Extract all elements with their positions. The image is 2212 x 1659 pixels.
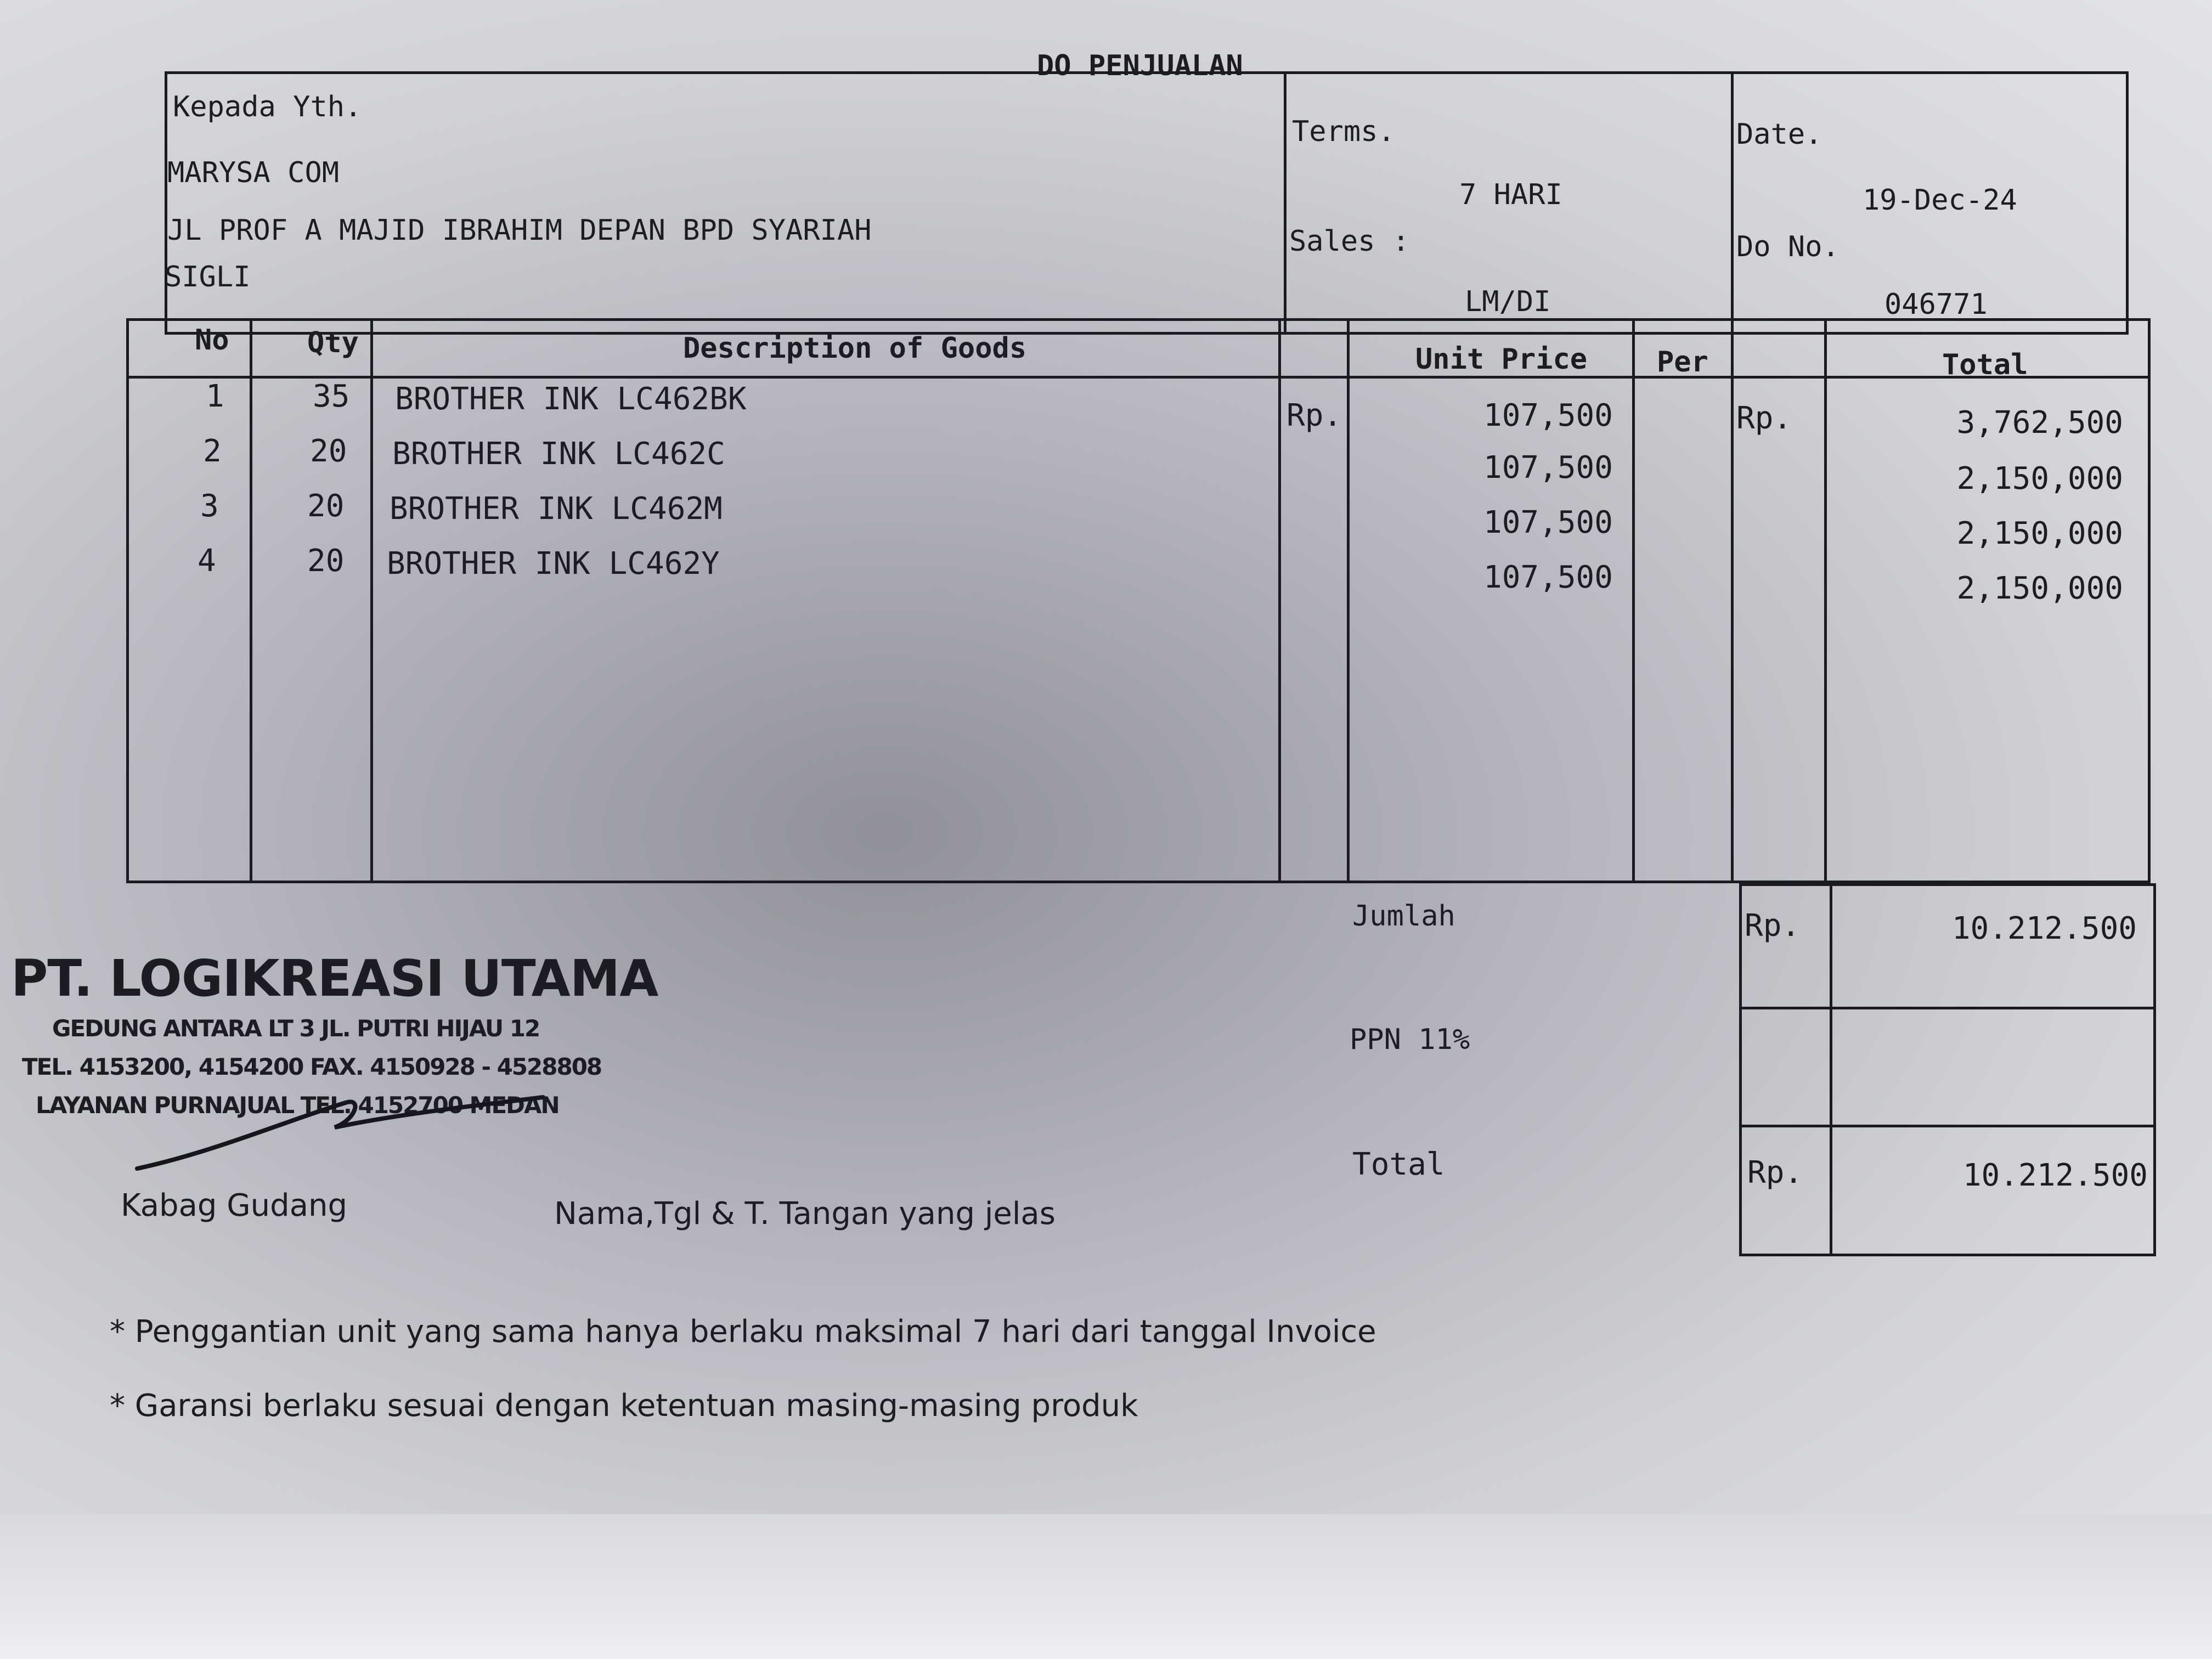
- item-qty: 20: [307, 488, 345, 524]
- do-number-label: Do No.: [1736, 230, 1839, 263]
- col-header-no: No: [195, 324, 229, 357]
- jumlah-currency: Rp.: [1745, 908, 1801, 944]
- col-header-unit-price: Unit Price: [1415, 343, 1588, 376]
- item-total: 2,150,000: [1956, 516, 2123, 551]
- col-header-qty: Qty: [307, 326, 359, 359]
- item-total: 2,150,000: [1956, 571, 2123, 606]
- sales-value: LM/DI: [1465, 285, 1551, 318]
- item-unit-price: 107,500: [1483, 450, 1613, 486]
- item-qty: 35: [313, 379, 350, 414]
- col-header-total: Total: [1942, 348, 2028, 381]
- item-total: 2,150,000: [1956, 461, 2123, 496]
- terms-value: 7 HARI: [1459, 178, 1562, 211]
- col-divider-desc: [1278, 318, 1281, 883]
- item-unit-price: 107,500: [1483, 505, 1613, 540]
- item-qty: 20: [307, 543, 345, 579]
- item-description: BROTHER INK LC462Y: [387, 546, 720, 582]
- desk-background: [0, 1514, 2212, 1659]
- header-divider-1: [1284, 71, 1286, 335]
- customer-city: SIGLI: [165, 261, 251, 294]
- col-header-description: Description of Goods: [683, 332, 1027, 365]
- total-label: Total: [1352, 1147, 1445, 1182]
- company-address: GEDUNG ANTARA LT 3 JL. PUTRI HIJAU 12: [52, 1015, 540, 1042]
- do-number-value: 046771: [1884, 288, 1988, 321]
- jumlah-label: Jumlah: [1352, 900, 1455, 933]
- customer-name: MARYSA COM: [167, 156, 340, 189]
- company-service: LAYANAN PURNAJUAL TEL. 4152700 MEDAN: [36, 1092, 559, 1119]
- col-divider-per: [1731, 318, 1734, 883]
- summary-divider-1: [1739, 1007, 2156, 1009]
- signature-label-left: Kabag Gudang: [121, 1188, 348, 1223]
- col-divider-rp2: [1824, 318, 1827, 883]
- recipient-label: Kepada Yth.: [173, 91, 362, 123]
- jumlah-value: 10.212.500: [1951, 911, 2137, 946]
- item-description: BROTHER INK LC462BK: [395, 381, 747, 417]
- unit-price-currency: Rp.: [1286, 398, 1342, 433]
- summary-divider-2: [1739, 1125, 2156, 1127]
- item-description: BROTHER INK LC462C: [392, 436, 725, 472]
- terms-label: Terms.: [1292, 115, 1395, 148]
- grand-total-value: 10.212.500: [1962, 1158, 2148, 1193]
- col-divider-rp1: [1347, 318, 1350, 883]
- signature-label-center: Nama,Tgl & T. Tangan yang jelas: [554, 1196, 1056, 1232]
- header-box: [165, 71, 2129, 335]
- note-replacement: * Penggantian unit yang sama hanya berlaku maksimal 7 hari dari tanggal Invoice: [110, 1314, 1376, 1350]
- item-no: 2: [203, 433, 222, 469]
- items-header-line: [126, 376, 2151, 379]
- ppn-label: PPN 11%: [1350, 1023, 1470, 1056]
- date-label: Date.: [1736, 118, 1822, 151]
- item-qty: 20: [310, 433, 347, 469]
- customer-address: JL PROF A MAJID IBRAHIM DEPAN BPD SYARIAH: [167, 214, 872, 247]
- col-divider-price: [1632, 318, 1635, 883]
- item-unit-price: 107,500: [1483, 398, 1613, 433]
- item-description: BROTHER INK LC462M: [390, 491, 723, 527]
- item-total: 3,762,500: [1956, 405, 2123, 441]
- header-divider-2: [1731, 71, 1734, 335]
- col-divider-no: [250, 318, 252, 883]
- signature-mark: [126, 1086, 554, 1185]
- col-header-per: Per: [1657, 346, 1708, 379]
- item-unit-price: 107,500: [1483, 560, 1613, 595]
- grand-total-currency: Rp.: [1747, 1155, 1803, 1190]
- company-name: PT. LOGIKREASI UTAMA: [11, 949, 658, 1008]
- sales-label: Sales :: [1289, 225, 1410, 258]
- date-value: 19-Dec-24: [1863, 184, 2017, 217]
- note-warranty: * Garansi berlaku sesuai dengan ketentuan masing-masing produk: [110, 1388, 1138, 1424]
- summary-divider-vertical: [1830, 883, 1832, 1256]
- total-currency: Rp.: [1736, 400, 1792, 436]
- company-phone: TEL. 4153200, 4154200 FAX. 4150928 - 4528808: [22, 1053, 602, 1080]
- item-no: 4: [198, 543, 216, 579]
- item-no: 1: [206, 379, 224, 414]
- col-divider-qty: [370, 318, 373, 883]
- document-title: DO PENJUALAN: [1037, 49, 1243, 82]
- item-no: 3: [200, 488, 219, 524]
